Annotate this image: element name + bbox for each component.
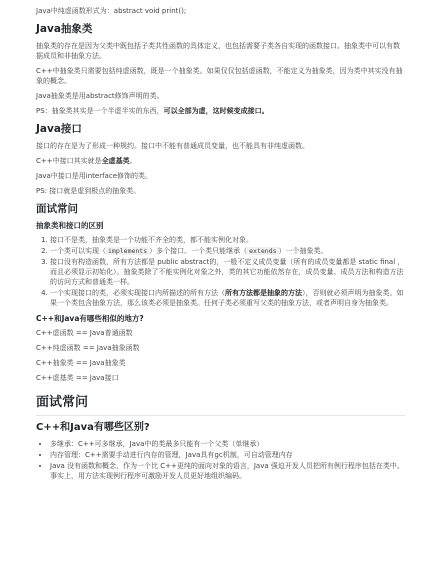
list-item (50, 235, 405, 245)
bold-text: 所有方法都是抽象的方法 (225, 289, 302, 297)
ps-text: PS：抽象类其实是一个半虚半实的东西， (36, 107, 164, 115)
paragraph: C++中抽象类只需要包括纯虚函数，既是一个抽象类。如果仅仅包括虚函数，不能定义为抽象类，因为类中其实没有抽象的概念。 (36, 67, 403, 85)
heading-divider (36, 415, 405, 416)
subheading-similarities: C++和Java有哪些相似的地方? (36, 314, 144, 323)
paragraph: PS: 接口就是虚到极点的抽象类。 (36, 187, 141, 195)
paragraph: Java中接口是用interface修饰的类。 (36, 172, 153, 180)
inline-code: extends (249, 247, 277, 255)
mapping-line: C++虚函数 == Java普通函数 (36, 329, 133, 337)
subheading-cpp-java-diff: C++和Java有哪些区别? (36, 422, 150, 433)
section-heading-java-interface: Java接口 (36, 123, 82, 135)
list-item (50, 257, 405, 287)
mapping-line: C++虚基类 == Java接口 (36, 374, 119, 382)
text: ）一个抽象类。 (278, 247, 328, 255)
section-heading-interview: 面试常问 (36, 203, 78, 215)
inline-code: implements (108, 247, 148, 255)
paragraph: Java抽象类是用abstract修饰声明的类。 (36, 92, 164, 100)
paragraph (36, 156, 405, 166)
ps-note (36, 106, 405, 116)
paragraph: 接口的存在是为了形成一种规约。接口中不能有普通成员变量，也不能具有非纯虚函数。 (36, 142, 309, 150)
list-item: • Java 没有函数和概念，作为一个比 C++更纯的面向对象的语言，Java 强迫开发人员把所有例行程序包括在类中。事实上，用方法实现例行程序可激励开发人员更好地组织编码。 (50, 461, 405, 481)
text: 接口不是类，抽象类是一个功能不齐全的类，都不能实例化对象。 (50, 236, 253, 244)
mapping-line: C++抽象类 == Java抽象类 (36, 359, 126, 367)
text: C++中接口其实就是 (36, 157, 102, 165)
text: 接口没有构造函数，所有方法都是 public abstract的，一般不定义成员变量（所有的成员变量都是 static final ，而且必须显示初始化）。抽象类除了不能实例化对象之外，类的其它功能依然存在，成员变量、成员方法和构造方法的访问方式和普通类一样。 (50, 258, 405, 286)
section-heading-java-abstract: Java抽象类 (36, 23, 93, 35)
section-heading-interview-2: 面试常问 (36, 395, 89, 410)
subheading-differences: 抽象类和接口的区别 (36, 221, 104, 230)
text: ）多个接口。一个类只能继承（ (149, 247, 248, 255)
cpp-java-diff-list (36, 439, 405, 481)
bold-text: 全虚基类 (101, 157, 130, 165)
differences-list (36, 235, 405, 308)
list-item: • 多继承：C++可多继承，Java中的类最多只能有一个父类（单继承） (50, 439, 405, 449)
text: 一个实现接口的类，必须实现接口内所描述的所有方法（ (50, 289, 225, 297)
list-item (50, 246, 405, 256)
paragraph: 抽象类的存在是因为父类中既包括子类共性函数的具体定义，也包括需要子类各自实现的函数接口。抽象类中可以有数据成员和非抽象方法。 (36, 42, 400, 60)
ps-bold-text: 可以全部为虚，这时候变成接口。 (163, 107, 269, 115)
list-item: • 内存管理：C++需要手动进行内存的管理，Java具有gc机制，可自动管理内存 (50, 450, 405, 460)
text: 一个类可以实现（ (50, 247, 106, 255)
intro-line: Java中纯虚函数形式为：abstract void print(); (36, 7, 187, 15)
list-item (50, 288, 405, 308)
text: 。 (129, 157, 137, 165)
text: ），否则就必须声明为抽象类。如果一个类包含抽象方法，那么该类必须是抽象类。任何子类必须重写父类的抽象方法，或者声明自身为抽象类。 (50, 289, 404, 307)
mapping-line: C++纯虚函数 == Java抽象函数 (36, 344, 140, 352)
